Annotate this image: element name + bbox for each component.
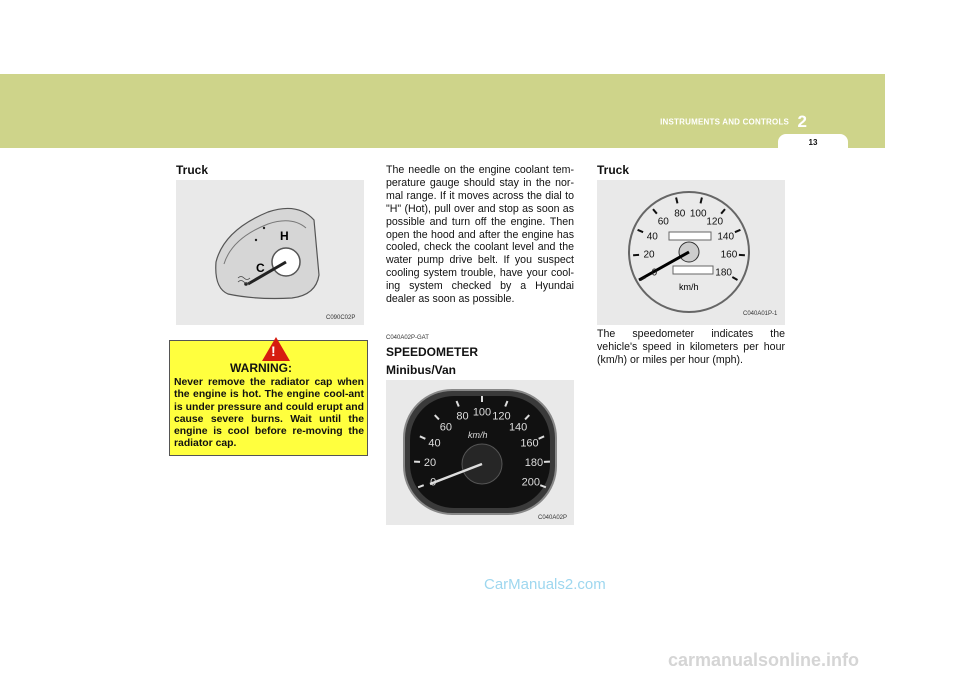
section-code: C040A02P-GAT xyxy=(386,335,429,341)
minibus-dial-label-140: 140 xyxy=(508,421,528,434)
left-figure-code: C090C02P xyxy=(326,315,356,321)
chapter-number: 2 xyxy=(797,112,807,131)
speedometer-minibus-illustration xyxy=(386,380,574,525)
speedometer-truck-illustration xyxy=(597,180,785,325)
right-heading: Truck xyxy=(597,163,630,177)
exclamation-icon: ! xyxy=(271,343,276,359)
truck-dial-tick xyxy=(701,198,702,204)
truck-dial-label-180: 180 xyxy=(715,267,732,279)
watermark-carmanualsonline[interactable]: carmanualsonline.info xyxy=(668,650,860,670)
page-number: 13 xyxy=(778,134,848,150)
minibus-dial-label-40: 40 xyxy=(428,437,441,450)
speedometer-minibus-figure xyxy=(386,380,574,525)
minibus-dial-label-200: 200 xyxy=(521,476,541,489)
minibus-unit-label: km/h xyxy=(468,430,488,440)
warning-text: Never remove the radiator cap when the engine is hot. The engine cool-ant is under pressure and could erupt and cause severe burns. Wait until the engine is cool before re-moving the radiator cap. xyxy=(174,377,364,450)
section-title: SPEEDOMETER xyxy=(386,345,479,359)
watermark-carmanuals[interactable]: CarManuals2.com xyxy=(484,576,606,593)
truck-dial-label-0: 0 xyxy=(651,267,658,279)
truck-dial-label-60: 60 xyxy=(657,216,669,228)
truck-dial-label-120: 120 xyxy=(706,216,724,228)
minibus-subheading: Minibus/Van xyxy=(386,363,457,377)
truck-dial-label-80: 80 xyxy=(674,208,686,220)
minibus-dial-label-100: 100 xyxy=(472,406,492,419)
warning-title: WARNING: xyxy=(230,361,292,375)
minibus-dial-label-80: 80 xyxy=(456,410,469,423)
gauge-cold-label: C xyxy=(256,261,265,275)
coolant-paragraph: The needle on the engine coolant tem-perature gauge should stay in the nor-mal range. If it moves across the dial to "H" (Hot), pull over and stop as soon as possible and turn off the engine. Then open the hood and after the engine has cooled, check the coolant level and the water pump drive belt. If you suspect cooling system trouble, have your cool-ing system checked by a Hyundai dealer as soon as possible. xyxy=(386,164,574,306)
left-heading: Truck xyxy=(176,163,209,177)
truck-dial-tick xyxy=(676,198,677,204)
truck-dial-label-100: 100 xyxy=(689,208,707,220)
minibus-dial-label-20: 20 xyxy=(423,456,437,469)
truck-dial-label-140: 140 xyxy=(717,231,735,243)
gauge-hot-label: H xyxy=(280,229,289,243)
chapter-title: INSTRUMENTS AND CONTROLS xyxy=(660,117,790,127)
chapter-header xyxy=(640,112,807,132)
truck-dial-label-40: 40 xyxy=(646,231,658,243)
header-band xyxy=(0,74,885,148)
coolant-gauge-figure xyxy=(176,180,364,325)
minibus-dial-label-120: 120 xyxy=(492,410,511,423)
truck-unit-label: km/h xyxy=(679,282,699,292)
coolant-gauge-illustration xyxy=(176,180,364,325)
minibus-dial-label-160: 160 xyxy=(520,437,539,450)
minibus-dial-label-60: 60 xyxy=(439,421,453,434)
warning-triangle-icon xyxy=(262,337,290,361)
minibus-dial-label-0: 0 xyxy=(430,476,437,489)
speedometer-truck-figure xyxy=(597,180,785,325)
speedometer-paragraph: The speedometer indicates the vehicle's speed in kilometers per hour (km/h) or miles per hour (mph). xyxy=(597,328,785,366)
minibus-dial-label-180: 180 xyxy=(524,456,544,469)
middle-figure-code: C040A02P xyxy=(538,515,568,521)
truck-dial-label-160: 160 xyxy=(720,249,738,261)
warning-box xyxy=(169,340,368,456)
right-figure-code: C040A01P-1 xyxy=(743,311,778,317)
truck-dial-label-20: 20 xyxy=(643,249,655,261)
